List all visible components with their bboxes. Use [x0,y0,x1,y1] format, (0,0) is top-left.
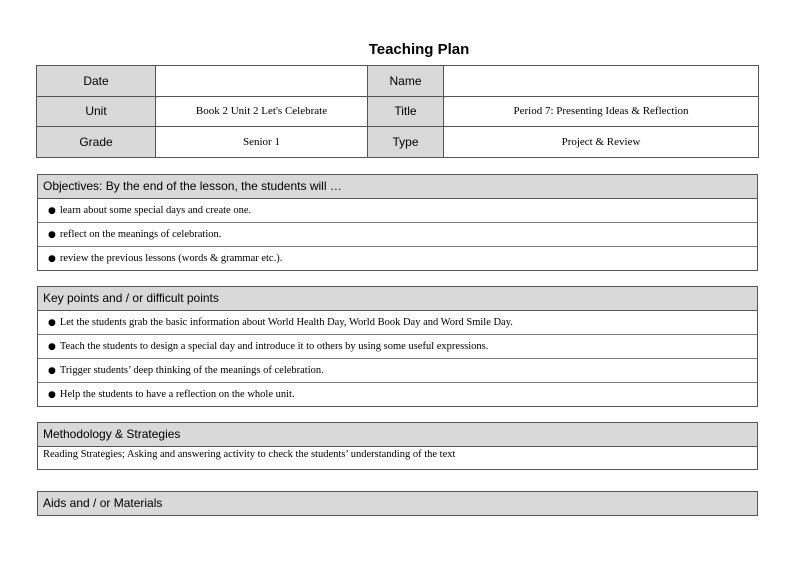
info-table [36,65,759,158]
grade-label: Grade [37,127,156,158]
methodology-heading: Methodology & Strategies [38,423,757,447]
grade-value: Senior 1 [156,127,368,158]
bullet-icon: ● [48,342,56,352]
name-label: Name [368,66,444,97]
key-point-text: Let the students grab the basic information about World Health Day, World Book Day and Word Smile Day. [59,317,513,328]
list-item [38,199,757,223]
title-label: Title [368,96,444,127]
page-title: Teaching Plan [368,41,470,58]
bullet-icon: ● [48,230,56,240]
bullet-icon: ● [48,254,56,264]
unit-value: Book 2 Unit 2 Let's Celebrate [156,96,368,127]
name-field[interactable] [444,66,759,97]
title-value: Period 7: Presenting Ideas & Reflection [444,96,759,127]
list-item [38,311,757,335]
methodology-text: Reading Strategies; Asking and answering activity to check the students’ understanding of the text [43,449,456,460]
key-points-section [37,286,758,407]
table-row [37,127,759,158]
bullet-icon: ● [48,206,56,216]
list-item [38,359,757,383]
list-item [38,335,757,359]
list-item [38,223,757,247]
bullet-icon: ● [48,318,56,328]
objectives-section [37,174,758,271]
methodology-section [37,422,758,470]
date-label: Date [37,66,156,97]
aids-section [37,491,758,516]
objective-text: reflect on the meanings of celebration. [59,229,222,240]
list-item [38,383,757,406]
list-item [38,247,757,270]
unit-label: Unit [37,96,156,127]
objectives-heading: Objectives: By the end of the lesson, the students will … [38,175,757,199]
table-row [37,96,759,127]
bullet-icon: ● [48,390,56,400]
objective-text: review the previous lessons (words & grammar etc.). [59,253,283,264]
key-points-heading: Key points and / or difficult points [38,287,757,311]
key-point-text: Teach the students to design a special day and introduce it to others by using some useful expressions. [59,341,489,352]
type-label: Type [368,127,444,158]
key-point-text: Trigger students’ deep thinking of the meanings of celebration. [59,365,324,376]
date-field[interactable] [156,66,368,97]
bullet-icon: ● [48,366,56,376]
key-point-text: Help the students to have a reflection on the whole unit. [59,389,295,400]
aids-heading: Aids and / or Materials [38,492,757,515]
objective-text: learn about some special days and create one. [59,205,252,216]
type-value: Project & Review [444,127,759,158]
table-row [37,66,759,97]
